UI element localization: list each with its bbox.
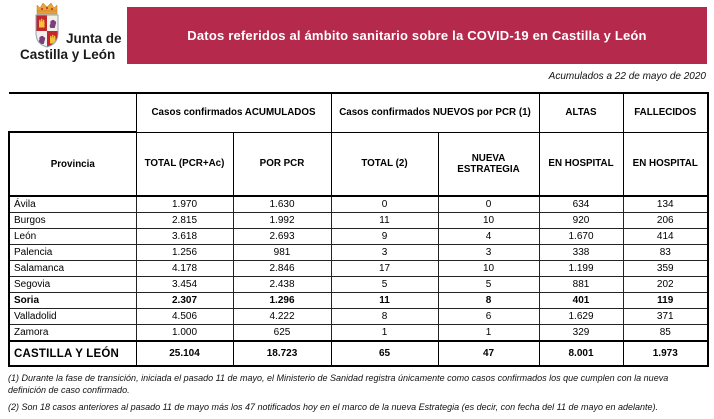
table-row-segovia (9, 277, 708, 293)
value-cell: 83 (623, 245, 708, 261)
value-cell: 4.178 (136, 261, 233, 277)
header-total-2: TOTAL (2) (331, 132, 438, 196)
header-fallecidos: FALLECIDOS (623, 93, 708, 132)
value-cell: 1.970 (136, 196, 233, 213)
value-cell: 2.693 (233, 229, 331, 245)
province-name: Soria (9, 293, 136, 309)
province-name: Valladolid (9, 309, 136, 325)
total-label: CASTILLA Y LEÓN (9, 341, 136, 366)
value-cell: 1.256 (136, 245, 233, 261)
sub-header-row (9, 132, 708, 196)
value-cell: 5 (438, 277, 539, 293)
page-title: Datos referidos al ámbito sanitario sobre la COVID-19 en Castilla y León (187, 28, 647, 43)
table-row-soria (9, 293, 708, 309)
footnotes (8, 373, 708, 419)
header-nueva-estrategia: NUEVA ESTRATEGIA (438, 132, 539, 196)
value-cell: 338 (539, 245, 623, 261)
province-name: Segovia (9, 277, 136, 293)
value-cell: 359 (623, 261, 708, 277)
value-cell: 625 (233, 325, 331, 342)
table-row-leon (9, 229, 708, 245)
value-cell: 920 (539, 213, 623, 229)
date-note: Acumulados a 22 de mayo de 2020 (548, 71, 706, 82)
value-cell: 9 (331, 229, 438, 245)
table-row-zamora (9, 325, 708, 342)
value-cell: 2.307 (136, 293, 233, 309)
province-name: Palencia (9, 245, 136, 261)
header-total-pcr-ac: TOTAL (PCR+Ac) (136, 132, 233, 196)
table-row-valladolid (9, 309, 708, 325)
value-cell: 3.454 (136, 277, 233, 293)
value-cell: 134 (623, 196, 708, 213)
table-row-palencia (9, 245, 708, 261)
covid-data-table (8, 92, 709, 367)
group-header-row (9, 93, 708, 132)
total-value-cell: 1.973 (623, 341, 708, 366)
value-cell: 202 (623, 277, 708, 293)
value-cell: 0 (331, 196, 438, 213)
value-cell: 8 (438, 293, 539, 309)
value-cell: 634 (539, 196, 623, 213)
value-cell: 1.992 (233, 213, 331, 229)
header-casos-acumulados: Casos confirmados ACUMULADOS (136, 93, 331, 132)
value-cell: 981 (233, 245, 331, 261)
value-cell: 1.000 (136, 325, 233, 342)
value-cell: 371 (623, 309, 708, 325)
title-banner (127, 7, 707, 64)
footnote-2: (2) Son 18 casos anteriores al pasado 11 de mayo más los 47 notificados hoy en el marco de la nueva Estrategia (es decir, con fecha del 11 de mayo en adelante). (8, 402, 659, 413)
value-cell: 881 (539, 277, 623, 293)
total-value-cell: 47 (438, 341, 539, 366)
logo-text-line2: Castilla y León (20, 47, 116, 62)
value-cell: 0 (438, 196, 539, 213)
header-casos-nuevos-pcr: Casos confirmados NUEVOS por PCR (1) (331, 93, 539, 132)
value-cell: 329 (539, 325, 623, 342)
value-cell: 1.199 (539, 261, 623, 277)
value-cell: 1.296 (233, 293, 331, 309)
value-cell: 4 (438, 229, 539, 245)
corner-cell (9, 93, 136, 132)
value-cell: 1 (331, 325, 438, 342)
value-cell: 2.815 (136, 213, 233, 229)
footnote-1: (1) Durante la fase de transición, iniciada el pasado 11 de mayo, el Ministerio de Sanidad registra únicamente como casos confirmados los que cumplen con la nueva definición de caso confirmado. (8, 373, 669, 395)
header-provincia: Provincia (9, 132, 136, 196)
province-name: Ávila (9, 196, 136, 213)
value-cell: 3 (331, 245, 438, 261)
value-cell: 11 (331, 213, 438, 229)
value-cell: 10 (438, 261, 539, 277)
value-cell: 8 (331, 309, 438, 325)
value-cell: 3 (438, 245, 539, 261)
coat-of-arms-icon (30, 1, 64, 49)
total-value-cell: 25.104 (136, 341, 233, 366)
province-name: León (9, 229, 136, 245)
province-name: Burgos (9, 213, 136, 229)
value-cell: 2.438 (233, 277, 331, 293)
value-cell: 2.846 (233, 261, 331, 277)
value-cell: 1.670 (539, 229, 623, 245)
value-cell: 4.222 (233, 309, 331, 325)
value-cell: 3.618 (136, 229, 233, 245)
value-cell: 10 (438, 213, 539, 229)
total-row (9, 341, 708, 366)
table-row-avila (9, 196, 708, 213)
total-value-cell: 8.001 (539, 341, 623, 366)
junta-logo (0, 0, 132, 68)
value-cell: 11 (331, 293, 438, 309)
table-row-salamanca (9, 261, 708, 277)
logo-text-line1: Junta de (66, 31, 122, 46)
province-name: Salamanca (9, 261, 136, 277)
value-cell: 85 (623, 325, 708, 342)
total-value-cell: 65 (331, 341, 438, 366)
value-cell: 6 (438, 309, 539, 325)
header-por-pcr: POR PCR (233, 132, 331, 196)
total-value-cell: 18.723 (233, 341, 331, 366)
value-cell: 414 (623, 229, 708, 245)
value-cell: 5 (331, 277, 438, 293)
value-cell: 401 (539, 293, 623, 309)
header-altas-en-hospital: EN HOSPITAL (539, 132, 623, 196)
header-altas: ALTAS (539, 93, 623, 132)
value-cell: 17 (331, 261, 438, 277)
value-cell: 206 (623, 213, 708, 229)
value-cell: 4.506 (136, 309, 233, 325)
value-cell: 1.629 (539, 309, 623, 325)
header-fallecidos-en-hospital: EN HOSPITAL (623, 132, 708, 196)
table-row-burgos (9, 213, 708, 229)
value-cell: 119 (623, 293, 708, 309)
value-cell: 1 (438, 325, 539, 342)
value-cell: 1.630 (233, 196, 331, 213)
province-name: Zamora (9, 325, 136, 342)
